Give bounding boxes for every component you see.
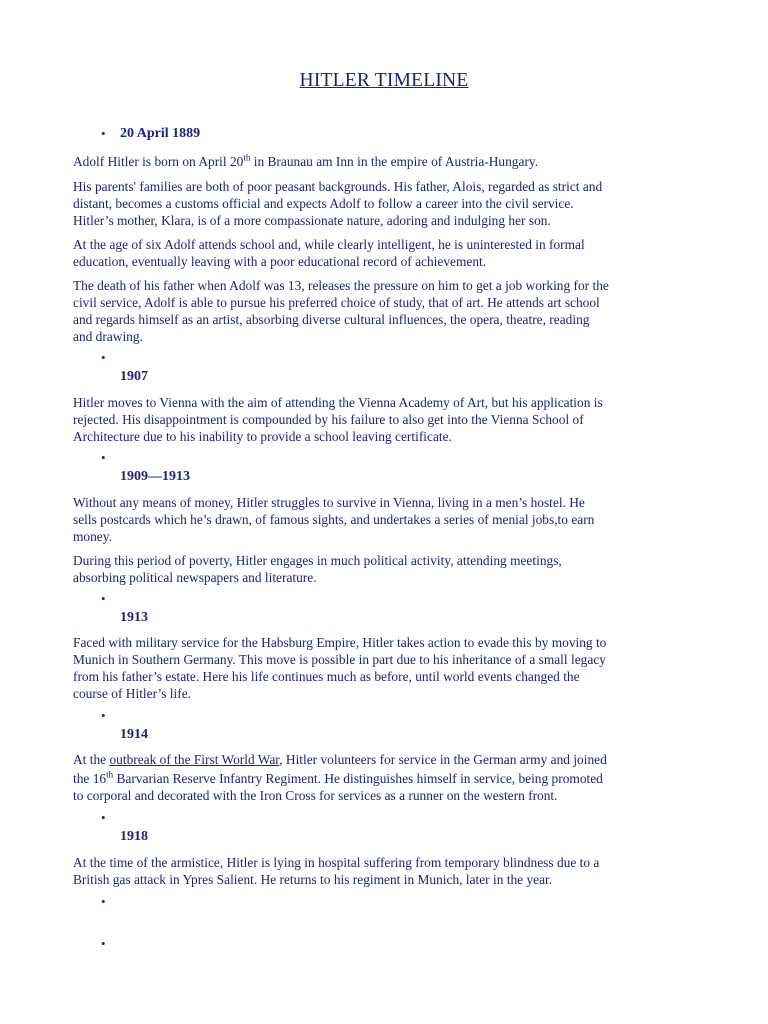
bullet-icon: •	[101, 708, 106, 723]
document-title: HITLER TIMELINE	[299, 70, 469, 91]
entry-date: 1909—1913	[120, 469, 190, 484]
paragraph: Faced with military service for the Habsburg Empire, Hitler takes action to evade this by moving to Munich in Southern Germany. This move is possible in part due to his inheritance of a small legacy from his father’s estate. Here his life continues much as before, until world events changed the course of Hitler’s life.	[73, 635, 607, 701]
entry-date: 1918	[120, 829, 148, 844]
paragraph: At the outbreak of the First World War, Hitler volunteers for service in the German army and joined the 16th Barvarian Reserve Infantry Regiment. He distinguishes himself in service, being promoted to corporal and decorated with the Iron Cross for services as a runner on the western front.	[73, 752, 607, 803]
bullet-icon: •	[101, 126, 106, 141]
bullet-icon: •	[101, 450, 106, 465]
paragraph: During this period of poverty, Hitler engages in much political activity, attending meetings, absorbing political newspapers and literature.	[73, 553, 562, 585]
entry-date: 1907	[120, 369, 148, 384]
first-world-war-link[interactable]: outbreak of the First World War	[109, 752, 280, 767]
bullet-icon: •	[101, 591, 106, 606]
entry-date: 1914	[120, 727, 148, 742]
bullet-icon: •	[101, 350, 106, 365]
paragraph: At the age of six Adolf attends school and, while clearly intelligent, he is uninterested in formal education, eventually leaving with a poor educational record of achievement.	[73, 237, 585, 269]
bullet-icon: •	[101, 810, 106, 825]
paragraph: Without any means of money, Hitler struggles to survive in Vienna, living in a men’s hostel. He sells postcards which he’s drawn, of famous sights, and undertakes a series of menial jobs,to earn money.	[73, 495, 595, 544]
paragraph: His parents' families are both of poor peasant backgrounds. His father, Alois, regarded as strict and distant, becomes a customs official and expects Adolf to follow a career into the civil service. Hitler’s mother, Klara, is of a more compassionate nature, adoring and indulging her son.	[73, 179, 603, 228]
bullet-icon: •	[101, 936, 106, 951]
entry-date: 1913	[120, 610, 148, 625]
entry-date: 20 April 1889	[120, 126, 201, 141]
bullet-icon: •	[101, 894, 106, 909]
paragraph: Adolf Hitler is born on April 20th in Braunau am Inn in the empire of Austria-Hungary.	[73, 152, 539, 169]
paragraph: At the time of the armistice, Hitler is lying in hospital suffering from temporary blindness due to a British gas attack in Ypres Salient. He returns to his regiment in Munich, later in the year.	[73, 855, 600, 887]
paragraph: Hitler moves to Vienna with the aim of attending the Vienna Academy of Art, but his application is rejected. His disappointment is compounded by his failure to also get into the Vienna School of Architecture due to his inability to provide a school leaving certificate.	[73, 395, 603, 444]
paragraph: The death of his father when Adolf was 13, releases the pressure on him to get a job working for the civil service, Adolf is able to pursue his preferred choice of study, that of art. He attends art school and regards himself as an artist, absorbing diverse cultural influences, the opera, theatre, reading and drawing.	[73, 278, 609, 344]
